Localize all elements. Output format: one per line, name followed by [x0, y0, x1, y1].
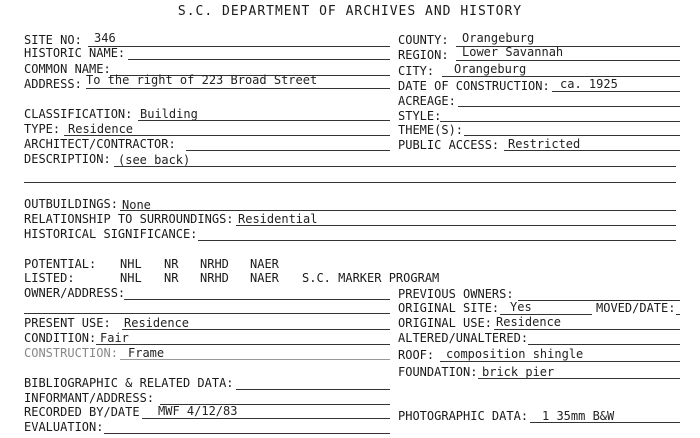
listed-nr: NR — [164, 271, 179, 285]
construction-line — [120, 359, 390, 360]
owner-line-2 — [24, 313, 390, 314]
foundation-value: brick pier — [482, 365, 555, 379]
condition-value: Fair — [100, 331, 129, 345]
description-label: DESCRIPTION: — [24, 152, 111, 166]
significance-line — [198, 240, 676, 241]
listed-label: LISTED: — [24, 271, 75, 285]
marker-program-label: S.C. MARKER PROGRAM — [302, 271, 440, 285]
potential-nr: NR — [164, 257, 179, 271]
condition-line — [96, 344, 390, 345]
public-access-value: Restricted — [508, 137, 581, 151]
description-line-1 — [114, 166, 676, 167]
region-label: REGION: — [398, 48, 449, 62]
city-label: CITY: — [398, 64, 435, 78]
outbuildings-label: OUTBUILDINGS: — [24, 197, 118, 211]
moved-date-line — [676, 314, 680, 315]
address-label: ADDRESS: — [24, 77, 82, 91]
listed-nrhd: NRHD — [200, 271, 229, 285]
outbuildings-value: None — [122, 198, 151, 212]
listed-naer: NAER — [250, 271, 279, 285]
altered-label: ALTERED/UNALTERED: — [398, 331, 529, 345]
original-use-value: Residence — [496, 315, 562, 329]
present-use-line — [122, 329, 390, 330]
historic-name-line — [128, 59, 390, 60]
roof-value: composition shingle — [446, 347, 584, 361]
city-value: Orangeburg — [454, 62, 527, 76]
owner-label: OWNER/ADDRESS: — [24, 286, 126, 300]
condition-label: CONDITION: — [24, 331, 97, 345]
relationship-label: RELATIONSHIP TO SURROUNDINGS: — [24, 212, 234, 226]
themes-label: THEME(S): — [398, 123, 464, 137]
classification-label: CLASSIFICATION: — [24, 107, 133, 121]
listed-nhl: NHL — [120, 271, 142, 285]
acreage-label: ACREAGE: — [398, 94, 456, 108]
architect-label: ARCHITECT/CONTRACTOR: — [24, 137, 176, 151]
type-label: TYPE: — [24, 122, 61, 136]
original-site-label: ORIGINAL SITE: — [398, 301, 500, 315]
original-use-line — [494, 329, 680, 330]
date-construction-label: DATE OF CONSTRUCTION: — [398, 79, 550, 93]
recorded-value: MWF 4/12/83 — [158, 404, 238, 418]
classification-value: Building — [140, 107, 198, 121]
photographic-data-label: PHOTOGRAPHIC DATA: — [398, 409, 529, 423]
region-line — [456, 60, 680, 61]
public-access-label: PUBLIC ACCESS: — [398, 138, 500, 152]
photographic-data-value: 1 35mm B&W — [542, 409, 615, 423]
site-no-value: 346 — [94, 31, 116, 45]
significance-label: HISTORICAL SIGNIFICANCE: — [24, 227, 198, 241]
themes-line — [464, 135, 680, 136]
foundation-label: FOUNDATION: — [398, 365, 478, 379]
site-no-label: SITE NO: — [24, 33, 82, 47]
type-line — [64, 135, 390, 136]
county-label: COUNTY: — [398, 33, 449, 47]
informant-label: INFORMANT/ADDRESS: — [24, 391, 155, 405]
previous-owners-label: PREVIOUS OWNERS: — [398, 287, 514, 301]
form-title: S.C. DEPARTMENT OF ARCHIVES AND HISTORY — [177, 4, 523, 19]
owner-line-1 — [124, 299, 390, 300]
moved-date-label: MOVED/DATE: — [596, 301, 676, 315]
public-access-line — [504, 150, 680, 151]
recorded-label: RECORDED BY/DATE — [24, 405, 140, 419]
evaluation-label: EVALUATION: — [24, 420, 104, 434]
description-value: (see back) — [118, 153, 191, 167]
relationship-value: Residential — [238, 212, 318, 226]
potential-nhl: NHL — [120, 257, 142, 271]
potential-nrhd: NRHD — [200, 257, 229, 271]
acreage-line — [458, 106, 680, 107]
historic-name-label: HISTORIC NAME: — [24, 46, 126, 60]
potential-naer: NAER — [250, 257, 279, 271]
foundation-line — [478, 378, 680, 379]
outbuildings-line — [120, 210, 676, 211]
style-line — [440, 121, 680, 122]
date-construction-line — [552, 91, 680, 92]
original-use-label: ORIGINAL USE: — [398, 316, 492, 330]
biblio-line — [236, 389, 390, 390]
biblio-label: BIBLIOGRAPHIC & RELATED DATA: — [24, 376, 234, 390]
region-value: Lower Savannah — [462, 45, 564, 59]
present-use-value: Residence — [124, 316, 190, 330]
relationship-line — [236, 225, 676, 226]
present-use-label: PRESENT USE: — [24, 316, 111, 330]
architect-line — [186, 150, 390, 151]
photographic-data-line — [530, 422, 680, 423]
classification-line — [138, 120, 390, 121]
date-construction-value: ca. 1925 — [560, 77, 618, 91]
altered-line — [528, 344, 680, 345]
style-label: STYLE: — [398, 109, 442, 123]
construction-value: Frame — [128, 346, 165, 360]
address-line — [86, 88, 390, 89]
recorded-line — [142, 418, 390, 419]
construction-label: CONSTRUCTION: — [24, 346, 118, 360]
evaluation-line — [104, 433, 390, 434]
common-name-label: COMMON NAME: — [24, 62, 111, 76]
address-value: To the right of 223 Broad Street — [86, 73, 318, 87]
site-no-line — [88, 46, 390, 47]
description-line-2 — [24, 182, 676, 183]
original-site-value: Yes — [510, 300, 532, 314]
roof-line — [440, 361, 680, 362]
county-value: Orangeburg — [462, 31, 535, 45]
type-value: Residence — [68, 122, 134, 136]
roof-label: ROOF: — [398, 348, 435, 362]
potential-label: POTENTIAL: — [24, 257, 97, 271]
